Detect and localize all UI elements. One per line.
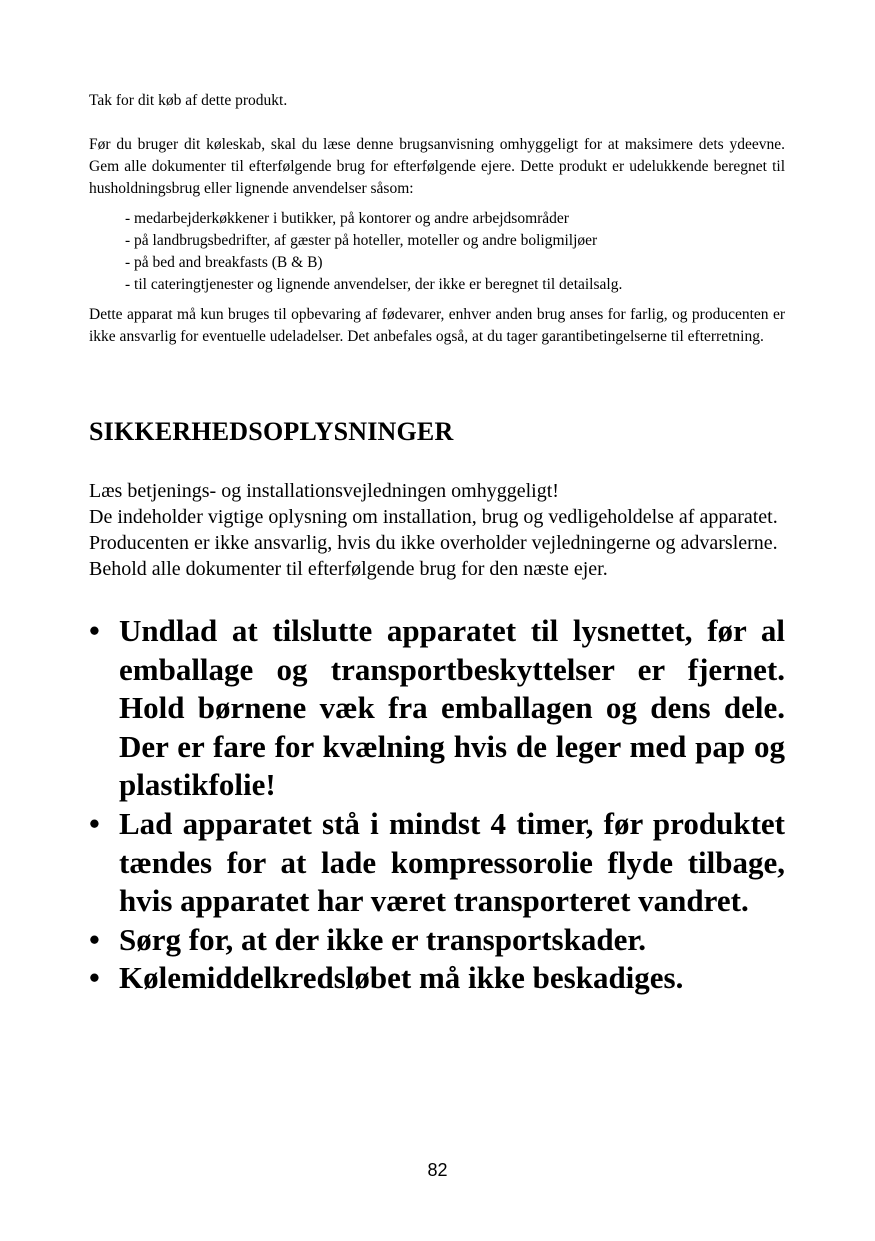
usage-item: - til cateringtjenester og lignende anvendelser, der ikke er beregnet til detailsalg.	[125, 276, 623, 293]
safety-line: Behold alle dokumenter til efterfølgende brug for den næste ejer.	[89, 558, 608, 580]
document-page	[89, 90, 785, 998]
thanks-line: Tak for dit køb af dette produkt.	[89, 92, 288, 109]
warning-item	[89, 805, 785, 921]
warning-item	[89, 921, 785, 960]
warning-list	[89, 612, 785, 998]
safety-heading: SIKKERHEDSOPLYSNINGER	[89, 417, 454, 446]
safety-line: Producenten er ikke ansvarlig, hvis du ikke overholder vejledningerne og advarslerne.	[89, 532, 778, 554]
bullet-icon: •	[89, 613, 100, 648]
page-number: 82	[427, 1160, 448, 1180]
warning-item	[89, 959, 785, 998]
before-use-paragraph: Før du bruger dit køleskab, skal du læse denne brugsanvisning omhyggeligt for at maksimere dets ydeevne. Gem alle dokumenter til efterfølgende brug for efterfølgende ejere. Dette produkt er udelukkende beregnet til husholdningsbrug eller lignende anvendelser såsom:	[89, 136, 785, 197]
usage-list	[125, 208, 785, 296]
bullet-icon: •	[89, 921, 100, 957]
safety-instructions	[89, 478, 785, 582]
food-only-paragraph: Dette apparat må kun bruges til opbevaring af fødevarer, enhver anden brug anses for farlig, og producenten er ikke ansvarlig for eventuelle udeladelser. Det anbefales også, at du tager garantibetingelserne til efterretning.	[89, 306, 785, 345]
usage-item: - medarbejderkøkkener i butikker, på kontorer og andre arbejdsområder	[125, 210, 569, 227]
warning-text: Lad apparatet stå i mindst 4 timer, før produktet tændes for at lade kompressorolie flyde tilbage, hvis apparatet har været transporteret vandret.	[119, 805, 785, 919]
bullet-icon: •	[89, 960, 100, 996]
warning-text: Sørg for, at der ikke er transportskader.	[119, 921, 646, 957]
usage-item: - på landbrugsbedrifter, af gæster på hoteller, moteller og andre boligmiljøer	[125, 232, 598, 249]
safety-line: De indeholder vigtige oplysning om installation, brug og vedligeholdelse af apparatet.	[89, 506, 778, 528]
warning-text: Kølemiddelkredsløbet må ikke beskadiges.	[119, 960, 684, 996]
bullet-icon: •	[89, 805, 100, 841]
safety-line: Læs betjenings- og installationsvejledningen omhyggeligt!	[89, 480, 559, 502]
warning-item	[89, 612, 785, 805]
usage-item: - på bed and breakfasts (B & B)	[125, 254, 323, 271]
warning-text: Undlad at tilslutte apparatet til lysnettet, før al emballage og transportbeskyttelser er fjernet. Hold børnene væk fra emballagen og dens dele. Der er fare for kvælning hvis de leger med pap og plastikfolie!	[119, 613, 785, 803]
